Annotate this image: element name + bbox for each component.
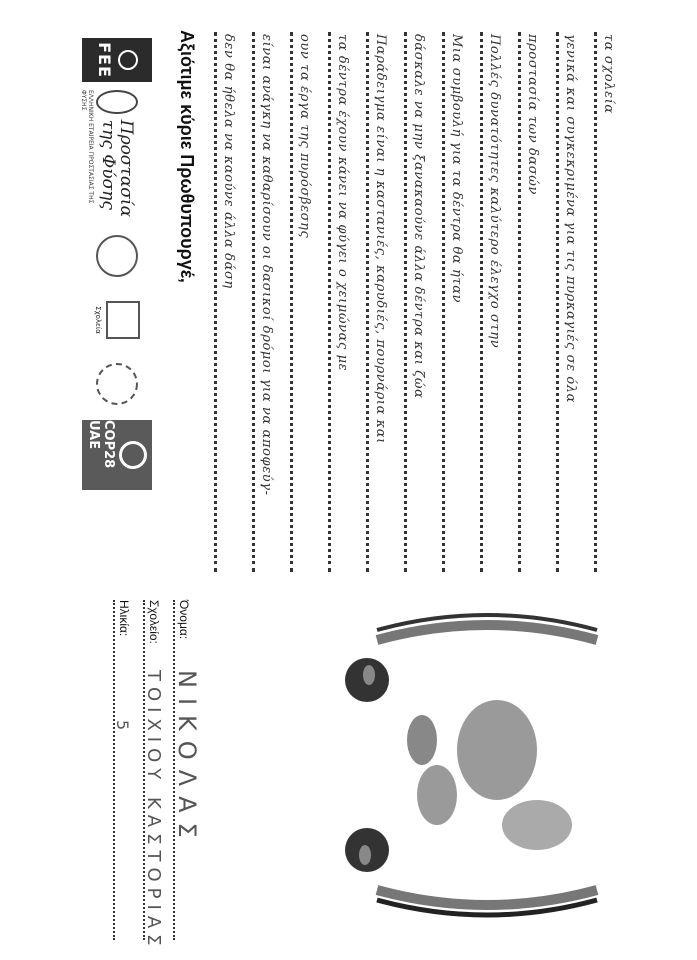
cop28-logo (82, 420, 152, 490)
letter-line: δεν θα ήθελα να καούνε άλλα δάση (214, 32, 249, 572)
letter-line: προστασία των δασών (518, 32, 553, 572)
letter-line: γενικά και συγκεκριμένα για τις πυρκαγιές σε όλα (556, 32, 591, 572)
eepf-logo-text: Προστασία της Φύσης (98, 119, 136, 218)
cop28-logo-text: COP28 UAE (86, 420, 117, 469)
name-value: ΝΙΚΟΛΑΣ (173, 670, 201, 848)
letter-line: ουν τα έργα της πυρόσβεσης (290, 32, 325, 572)
schools-logo-text: Σχολεία (94, 306, 102, 334)
letter-line: δάσκαλε να μην ξανακαούνε άλλα δέντρα και ζώα (404, 32, 439, 572)
earth-continents (407, 700, 572, 850)
schools-logo (82, 292, 152, 348)
fee-logo-text: FEE (95, 42, 115, 78)
eepf-logo (82, 90, 152, 220)
orbit-arc-left (377, 615, 597, 640)
earth-drawing (337, 600, 637, 930)
letter-line: τα σχολεία (594, 32, 629, 572)
age-label: Ηλικία: (117, 600, 131, 637)
planet-right (345, 828, 389, 872)
fee-logo (82, 38, 152, 82)
letter-line: Μια συμβουλή για τα δέντρα θα ήταν (442, 32, 477, 572)
eepf-logo-subtitle: ΕΛΛΗΝΙΚΗ ΕΤΑΙΡΕΙΑ ΠΡΟΣΤΑΣΙΑΣ ΤΗΣ ΦΥΣΗΣ (80, 90, 94, 204)
age-field[interactable] (113, 600, 137, 940)
orbit-arc-right (377, 890, 597, 915)
books-icon (106, 301, 140, 339)
school-program-logo (82, 232, 152, 280)
school-program-icon (96, 235, 138, 277)
letter-line: τα δέντρα έχουν κάνει να φύγει ο χειμώνας με (328, 32, 363, 572)
name-label: Όνομα: (177, 600, 191, 640)
school-label: Σχολείο: (147, 600, 161, 644)
letter-line: είναι ανάγκη να καθαρίσουν οι δασικοί δρόμοι για να αποφεύγ- (252, 32, 287, 572)
letter-line: Πολλές δυνατότητες καλύτερο έλεγχο στην (480, 32, 515, 572)
school-value: ΤΟΙΧΙΟΥ ΚΑΣΤΟΡΙΑΣ (143, 670, 164, 952)
planet-left (345, 658, 389, 702)
bird-badge-icon (96, 90, 138, 114)
age-value: 5 (113, 720, 132, 741)
salutation: Αξιότιμε κύριε Πρωθυπουργέ, (177, 30, 197, 283)
cop28-ring-icon (120, 441, 148, 469)
school-field[interactable] (143, 600, 167, 952)
forest-logo (82, 360, 152, 408)
tree-icon (96, 363, 138, 405)
globe-icon (119, 50, 139, 70)
letter-line: Παράδειγμα είναι η καστανιές, καρυδιές, πουρνάρια και (366, 32, 401, 572)
name-field[interactable] (173, 600, 201, 940)
